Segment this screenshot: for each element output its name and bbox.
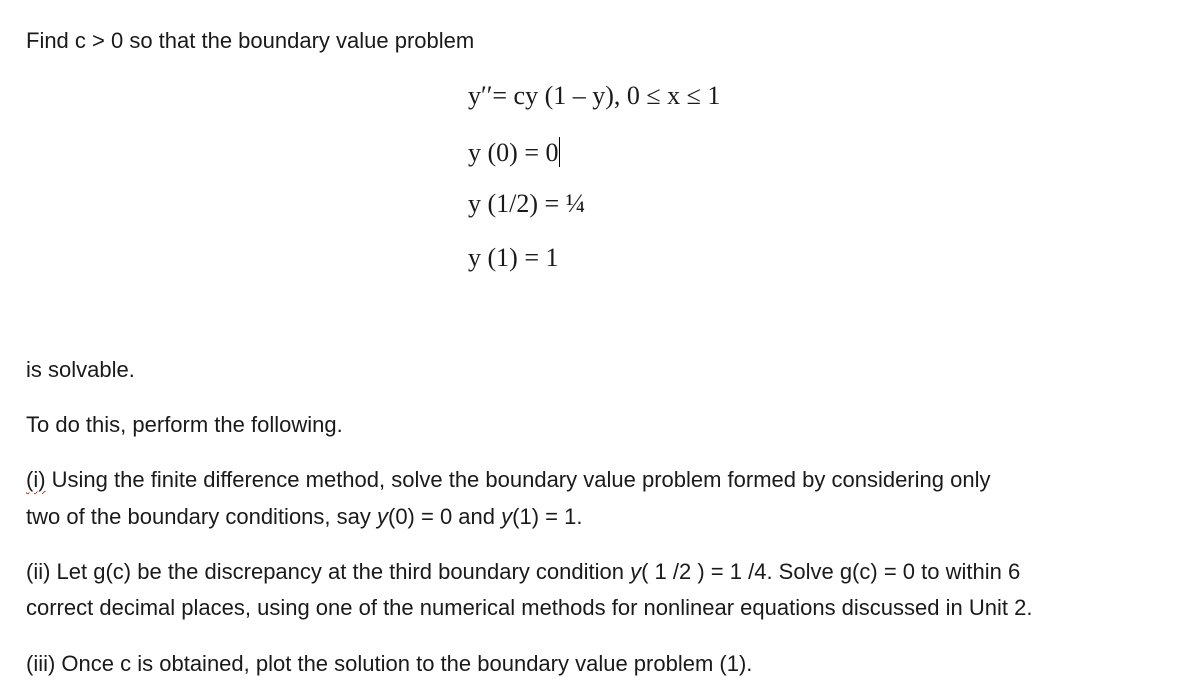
- part-ii-line-1-a: (ii) Let g(c) be the discrepancy at the third boundary condition: [26, 559, 631, 584]
- var-y: y: [630, 559, 642, 584]
- part-i-line-1: [26, 469, 990, 491]
- var-y: y: [501, 504, 513, 529]
- part-i-marker: (i): [26, 467, 46, 492]
- part-i-text: Using the finite difference method, solve the boundary value problem formed by considering only: [45, 467, 991, 492]
- equation-bc-half: y (1/2) = ¼: [468, 189, 586, 218]
- part-i-line-2-b: (0) = 0 and: [388, 504, 502, 529]
- intro-text: Find c > 0 so that the boundary value problem: [26, 28, 475, 53]
- part-i-line-2: [26, 506, 582, 528]
- part-i-line-2-a: two of the boundary conditions, say: [26, 504, 377, 529]
- equation-ode: y′′= cy (1 – y), 0 ≤ x ≤ 1: [468, 81, 721, 110]
- equation-bc-0-text: y (0) = 0: [468, 138, 559, 167]
- text-cursor: [559, 137, 560, 167]
- solvable-text: is solvable.: [26, 357, 135, 382]
- var-y: y: [377, 504, 388, 529]
- part-ii-line-2: correct decimal places, using one of the numerical methods for nonlinear equations discussed in Unit 2.: [26, 595, 1033, 620]
- equation-bc-1: y (1) = 1: [468, 243, 559, 272]
- part-ii-line-1-b: ( 1 /2 ) = 1 /4. Solve g(c) = 0 to within 6: [641, 559, 1021, 584]
- part-i-line-2-c: (1) = 1.: [512, 504, 583, 529]
- todo-text: To do this, perform the following.: [26, 412, 343, 437]
- part-ii-line-1: [26, 561, 1020, 583]
- part-iii-text: (iii) Once c is obtained, plot the solution to the boundary value problem (1).: [26, 651, 753, 676]
- equation-bc-0: [468, 137, 560, 167]
